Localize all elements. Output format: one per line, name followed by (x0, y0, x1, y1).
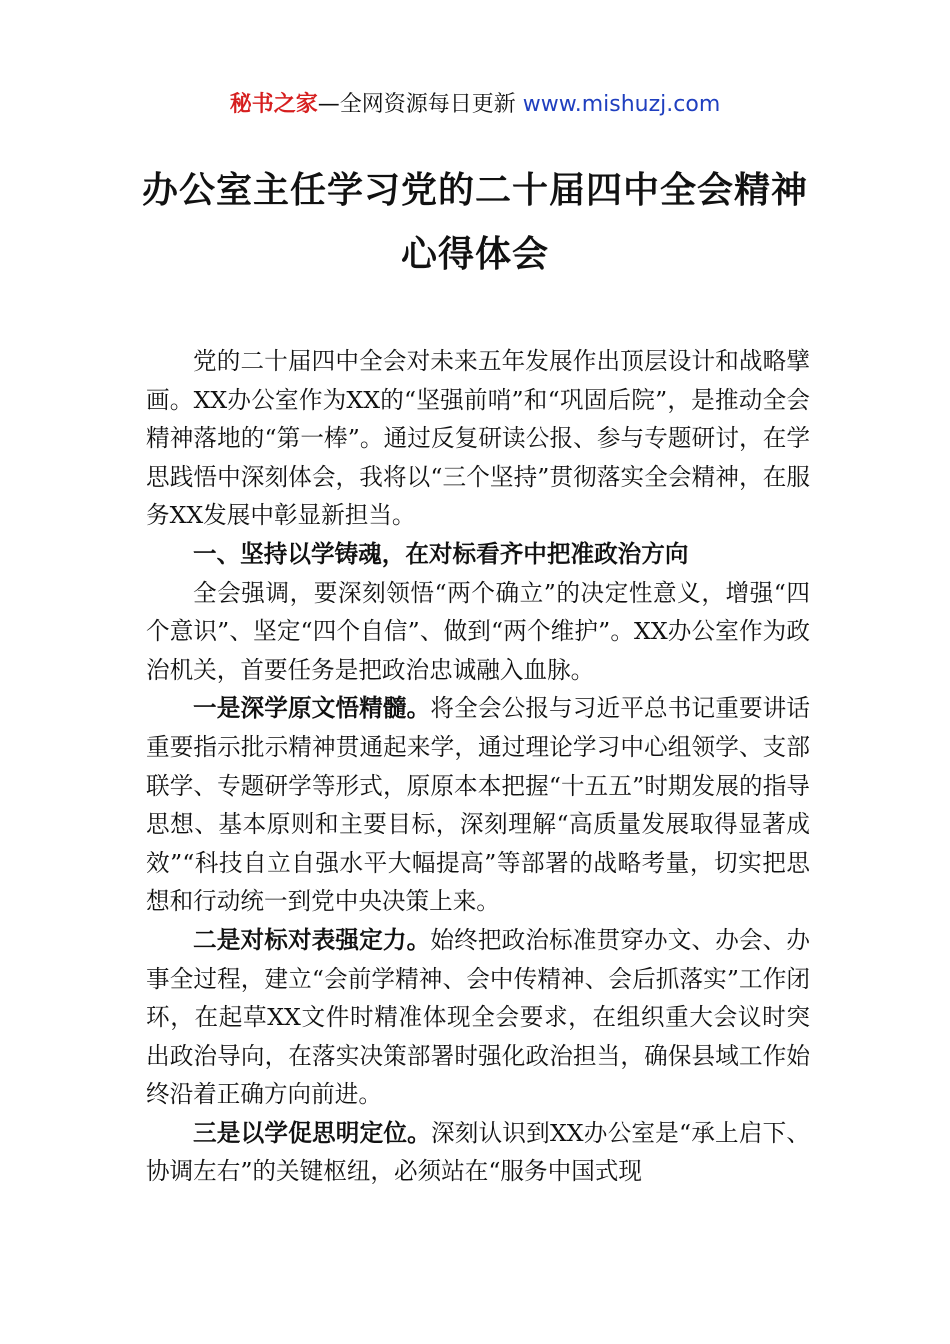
point-2-text: 始终把政治标准贯穿办文、办会、办事全过程，建立“会前学精神、会中传精神、会后抓落实”工作闭环，在起草XX文件时精准体现全会要求，在组织重大会议时突出政治导向，在落实决策部署时强化政治担当，确保县域工作始终沿着正确方向前进。 (146, 925, 811, 1109)
site-url[interactable]: www.mishuzj.com (522, 92, 721, 117)
point-1-text: 将全会公报与习近平总书记重要讲话重要指示批示精神贯通起来学，通过理论学习中心组领学、支部联学、专题研学等形式，原原本本把握“十五五”时期发展的指导思想、基本原则和主要目标，深刻理解“高质量发展取得显著成效”“科技自立自强水平大幅提高”等部署的战略考量，切实把思想和行动统一到党中央决策上来。 (146, 694, 811, 916)
point-2-lead: 二是对标对表强定力。 (193, 925, 431, 954)
intro-paragraph: 党的二十届四中全会对未来五年发展作出顶层设计和战略擘画。XX办公室作为XX的“坚强前哨”和“巩固后院”，是推动全会精神落地的“第一棒”。通过反复研读公报、参与专题研讨，在学思践悟中深刻体会，我将以“三个坚持”贯彻落实全会精神，在服务XX发展中彰显新担当。 (146, 347, 810, 530)
section-heading-1: 一、坚持以学铸魂，在对标看齐中把准政治方向 (193, 539, 689, 568)
point-2-paragraph (146, 921, 810, 1114)
title-line-2: 心得体会 (400, 233, 549, 275)
document-body (146, 342, 810, 1191)
header-slogan: —全网资源每日更新 (317, 92, 523, 117)
point-3-text: 深刻认识到XX办公室是“承上启下、协调左右”的关键枢纽，必须站在“服务中国式现 (146, 1118, 811, 1186)
brand-name: 秘书之家 (229, 92, 318, 117)
title-line-1: 办公室主任学习党的二十届四中全会精神 (141, 169, 808, 211)
section-1-intro: 全会强调，要深刻领悟“两个确立”的决定性意义，增强“四个意识”、坚定“四个自信”、做到“两个维护”。XX办公室作为政治机关，首要任务是把政治忠诚融入血脉。 (146, 578, 810, 684)
point-3-paragraph (146, 1114, 810, 1191)
site-header (0, 88, 950, 122)
point-3-lead: 三是以学促思明定位。 (193, 1118, 431, 1147)
point-1-paragraph (146, 689, 810, 921)
document-title (0, 158, 950, 286)
point-1-lead: 一是深学原文悟精髓。 (193, 694, 431, 723)
